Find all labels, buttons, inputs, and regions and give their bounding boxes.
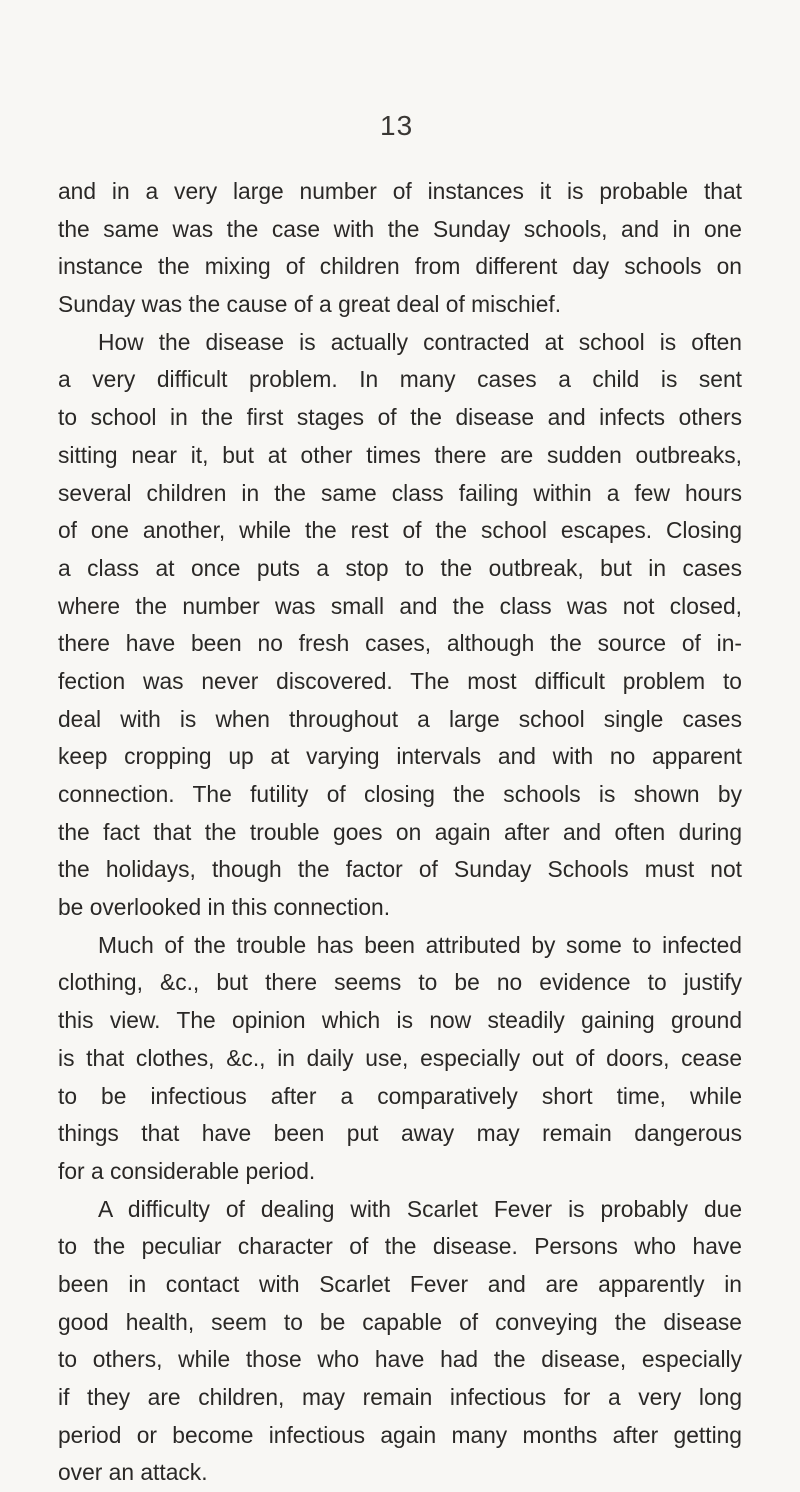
text-line: the same was the case with the Sunday schools, and in one [58, 215, 742, 242]
text-line: to school in the first stages of the disease and infects others [58, 404, 742, 431]
text-line: good health, seem to be capable of conveying the disease [58, 1308, 742, 1335]
text-line: to others, while those who have had the disease, especially [58, 1346, 742, 1373]
text-line: if they are children, may remain infectious for a very long [58, 1384, 742, 1410]
text-line: to be infectious after a comparatively short time, while [58, 1082, 742, 1109]
text-line: to the peculiar character of the disease. Persons who have [58, 1233, 742, 1260]
text-line: over an attack. [58, 1459, 208, 1486]
text-line: A difficulty of dealing with Scarlet Fever is probably due [98, 1195, 742, 1222]
paragraph [58, 1191, 742, 1492]
paragraph [58, 324, 742, 927]
text-line: things that have been put away may remain dangerous [58, 1120, 742, 1147]
page-body [58, 173, 742, 1492]
text-line: a class at once puts a stop to the outbreak, but in cases [58, 554, 742, 581]
text-line: Sunday was the cause of a great deal of mischief. [58, 291, 562, 318]
text-line: been in contact with Scarlet Fever and are apparently in [58, 1270, 742, 1297]
text-line: period or become infectious again many months after getting [58, 1421, 742, 1448]
text-line: keep cropping up at varying intervals and with no apparent [58, 743, 742, 770]
text-line: sitting near it, but at other times there are sudden outbreaks, [58, 441, 742, 468]
text-line: How the disease is actually contracted at school is often [98, 328, 742, 355]
text-line: this view. The opinion which is now steadily gaining ground [58, 1007, 742, 1034]
paragraph [58, 927, 742, 1191]
text-line: Much of the trouble has been attributed by some to infected [98, 931, 742, 958]
paragraph [58, 173, 742, 324]
text-line: where the number was small and the class was not closed, [58, 592, 742, 619]
text-line: there have been no fresh cases, although the source of in- [58, 630, 742, 657]
text-line: fection was never discovered. The most difficult problem to [58, 667, 742, 694]
text-line: clothing, &c., but there seems to be no evidence to justify [58, 969, 742, 996]
text-line: be overlooked in this connection. [58, 894, 391, 921]
text-line: is that clothes, &c., in daily use, especially out of doors, cease [58, 1044, 742, 1071]
text-line: the fact that the trouble goes on again after and often during [58, 818, 742, 845]
text-line: deal with is when throughout a large school single cases [58, 705, 742, 732]
text-line: of one another, while the rest of the school escapes. Closing [58, 517, 742, 544]
text-line: the holidays, though the factor of Sunday Schools must not [58, 856, 742, 883]
text-line: and in a very large number of instances it is probable that [58, 178, 742, 204]
text-line: for a considerable period. [58, 1157, 316, 1184]
text-line: connection. The futility of closing the schools is shown by [58, 781, 742, 807]
text-line: a very difficult problem. In many cases a child is sent [58, 366, 742, 393]
text-line: instance the mixing of children from different day schools on [58, 253, 742, 280]
page-number: 13 [380, 110, 414, 141]
text-line: several children in the same class failing within a few hours [58, 479, 742, 506]
